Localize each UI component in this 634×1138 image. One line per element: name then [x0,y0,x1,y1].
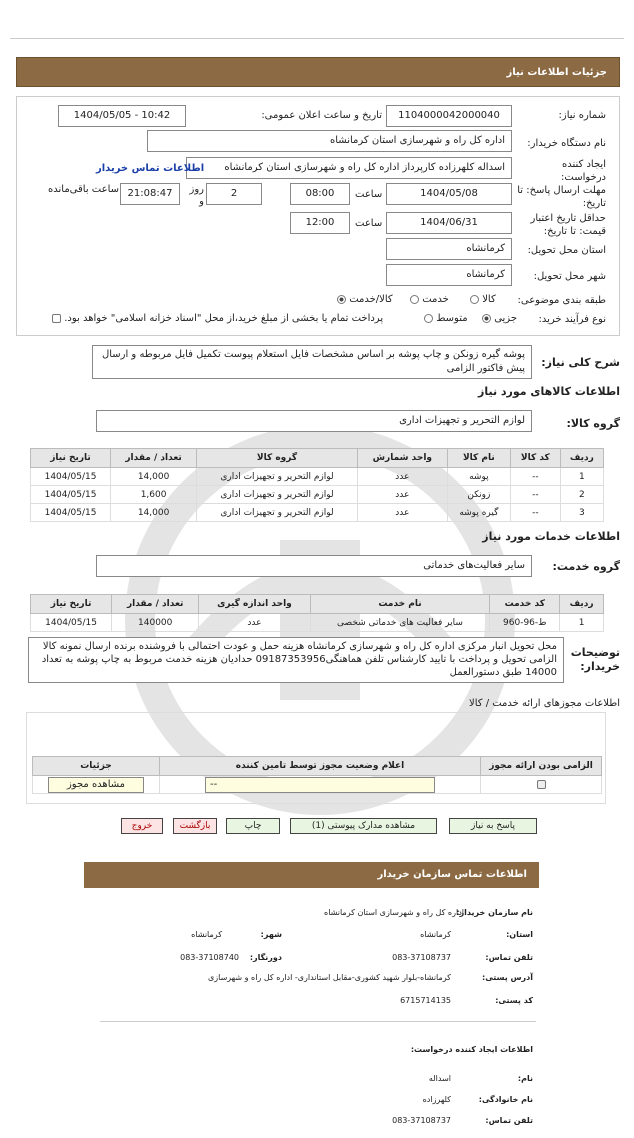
contact-info-link[interactable]: اطلاعات تماس خریدار [96,163,205,174]
page-header: جزئیات اطلاعات نیاز [16,57,620,87]
validity-time-field: 12:00 [290,212,350,234]
permit-status-field[interactable]: -- [205,777,435,793]
table-row [31,504,604,522]
validity-label: حداقل تاریخ اعتبار قیمت: تا تاریخ: [530,213,606,237]
goods-group-field: لوازم التحریر و تجهیزات اداری [96,410,532,432]
back-button[interactable]: بازگشت [173,818,217,834]
treasury-checkbox[interactable] [52,314,61,323]
contact-address-label: آدرس پستی: [482,973,533,982]
contact-city-label: شهر: [260,930,282,939]
permits-col-required: الزامی بودن ارائه مجوز [481,757,602,776]
days-field: 2 [206,183,262,205]
table-cell: گیره پوشه [447,504,510,522]
validity-time-label: ساعت [355,218,383,229]
category-option-service[interactable]: خدمت [410,294,449,305]
creator-phone-label: تلفن تماس: [485,1116,533,1125]
creator-family-value: کلهرزاده [422,1095,451,1104]
contact-fax-label: دورنگار: [249,953,282,962]
exit-button[interactable]: خروج [121,818,163,834]
radio-goods[interactable] [470,295,479,304]
table-cell: 1404/05/15 [31,504,111,522]
table-cell: 1404/05/15 [31,614,112,632]
province-field: کرمانشاه [386,238,512,260]
contact-phone-label: تلفن تماس: [485,953,533,962]
permits-col-details: جزئیات [33,757,160,776]
permits-table [32,756,602,794]
creator-info-title: اطلاعات ایجاد کننده درخواست: [410,1045,533,1054]
process-option-medium[interactable]: متوسط [424,313,468,324]
creator-family-label: نام خانوادگی: [478,1095,533,1104]
contact-phone-value: 083-37108737 [392,953,451,962]
services-table [30,594,604,632]
goods-col-0: ردیف [560,449,603,468]
table-row [31,486,604,504]
category-label: طبقه بندی موضوعی: [517,295,606,306]
top-divider [10,38,624,39]
goods-col-3: واحد شمارش [357,449,447,468]
contact-province-label: استان: [506,930,533,939]
process-option-minor[interactable]: جزیی [482,313,517,324]
goods-col-2: نام کالا [447,449,510,468]
table-cell: زونکن [447,486,510,504]
table-cell: 1404/05/15 [31,486,111,504]
remaining-time-field: 21:08:47 [120,183,180,205]
buyer-label: نام دستگاه خریدار: [527,138,606,149]
creator-name-label: نام: [517,1074,533,1083]
category-option-both[interactable]: کالا/خدمت [337,294,393,305]
table-cell: 3 [560,504,603,522]
table-cell: لوازم التحریر و تجهیزات اداری [197,468,358,486]
goods-col-4: گروه کالا [197,449,358,468]
table-cell: لوازم التحریر و تجهیزات اداری [197,504,358,522]
table-cell: 1,600 [111,486,197,504]
table-cell: عدد [199,614,310,632]
radio-medium[interactable] [424,314,433,323]
view-attachments-button[interactable]: مشاهده مدارک پیوستی (1) [290,818,437,834]
goods-section-title: اطلاعات کالاهای مورد نیاز [478,385,620,398]
city-field: کرمانشاه [386,264,512,286]
permit-required-checkbox [537,780,546,789]
radio-both[interactable] [337,295,346,304]
goods-col-5: تعداد / مقدار [111,449,197,468]
table-cell: عدد [357,468,447,486]
goods-col-6: تاریخ نیاز [31,449,111,468]
need-number-label: شماره نیاز: [558,110,606,121]
services-group-label: گروه خدمت: [552,560,620,573]
summary-field: پوشه گیره زونکن و چاپ پوشه بر اساس مشخصات فایل استعلام پیوست تکمیل فایل مربوطه و ارسال پیش فاکتور الزامی [92,345,532,379]
permits-col-status: اعلام وضعیت مجوز توسط تامین کننده [160,757,481,776]
table-cell: سایر فعالیت های خدماتی شخصی [310,614,490,632]
contact-org-value: اداره کل راه و شهرسازی استان کرمانشاه [324,908,464,917]
table-cell: 1 [560,614,604,632]
table-cell: 14,000 [111,468,197,486]
view-permit-button[interactable]: مشاهده مجوز [48,777,144,793]
table-cell: -- [510,504,560,522]
creator-label: ایجاد کننده درخواست: [561,159,606,183]
table-cell: -- [510,486,560,504]
remaining-time-label: ساعت باقی‌مانده [48,184,120,195]
goods-col-1: کد کالا [510,449,560,468]
category-option-goods[interactable]: کالا [470,294,496,305]
services-col-2: نام خدمت [310,595,490,614]
contact-postal-label: کد پستی: [495,996,533,1005]
announce-field: 1404/05/05 - 10:42 [58,105,186,127]
table-cell: 14,000 [111,504,197,522]
validity-date-field: 1404/06/31 [386,212,512,234]
radio-minor[interactable] [482,314,491,323]
table-cell: لوازم التحریر و تجهیزات اداری [197,486,358,504]
services-col-4: تعداد / مقدار [112,595,199,614]
services-group-field: سایر فعالیت‌های خدماتی [96,555,532,577]
table-cell: -- [510,468,560,486]
services-col-5: تاریخ نیاز [31,595,112,614]
table-cell: 1404/05/15 [31,468,111,486]
summary-label: شرح کلی نیاز: [541,356,620,369]
table-cell: عدد [357,486,447,504]
province-label: استان محل تحویل: [527,245,606,256]
contact-city-value: کرمانشاه [191,930,222,939]
creator-field: اسداله کلهرزاده کارپرداز اداره کل راه و شهرسازی استان کرمانشاه [186,157,512,179]
contact-province-value: کرمانشاه [420,930,451,939]
buyer-notes-label: توضیحات خریدار: [570,646,620,673]
creator-phone-value: 083-37108737 [392,1116,451,1125]
reply-button[interactable]: پاسخ به نیاز [449,818,537,834]
contact-fax-value: 083-37108740 [180,953,239,962]
need-number-field: 1104000042000040 [386,105,512,127]
table-cell: 140000 [112,614,199,632]
payment-note: پرداخت تمام یا بخشی از مبلغ خرید،از محل "اسناد خزانه اسلامی" خواهد بود. [52,313,383,324]
goods-group-label: گروه کالا: [566,417,620,430]
table-row [31,468,604,486]
table-cell: پوشه [447,468,510,486]
days-label: روز و [189,184,204,207]
services-col-0: ردیف [560,595,604,614]
table-cell: ط-96-960 [490,614,560,632]
contact-org-label: نام سازمان خریدار: [456,908,533,917]
services-col-3: واحد اندازه گیری [199,595,310,614]
table-cell: 1 [560,468,603,486]
table-cell: 2 [560,486,603,504]
city-label: شهر محل تحویل: [533,271,606,282]
permits-title: اطلاعات مجوزهای ارائه خدمت / کالا [469,698,620,709]
process-label: نوع فرآیند خرید: [538,314,606,325]
deadline-date-field: 1404/05/08 [386,183,512,205]
announce-label: تاریخ و ساعت اعلان عمومی: [261,110,382,121]
deadline-time-field: 08:00 [290,183,350,205]
contact-section-header: اطلاعات تماس سازمان خریدار [84,862,539,888]
services-section-title: اطلاعات خدمات مورد نیاز [482,530,620,543]
services-col-1: کد خدمت [490,595,560,614]
goods-table [30,448,604,522]
buyer-notes-field: محل تحویل انبار مرکزی اداره کل راه و شهرسازی کرمانشاه هزینه حمل و عودت احتمالی با فروشنده برنده ارسال نمونه کالا الزامی تحویل و پرداخت با تایید کارشناس تلفن هماهنگی09187353956 حدادیان هزینه خدمت مربوط به چاپ پوشه به تعداد 14000 طبق دستورالعمل [28,637,564,683]
deadline-label: مهلت ارسال پاسخ: تا تاریخ: [517,185,606,209]
contact-divider [100,1021,536,1022]
buyer-field: اداره کل راه و شهرسازی استان کرمانشاه [147,130,512,152]
radio-service[interactable] [410,295,419,304]
table-row [31,614,604,632]
contact-address-value: کرمانشاه-بلوار شهید کشوری-مقابل استانداری- اداره کل راه و شهرسازی [208,973,451,982]
print-button[interactable]: چاپ [226,818,280,834]
table-cell: عدد [357,504,447,522]
deadline-time-label: ساعت [355,189,383,200]
contact-postal-value: 6715714135 [400,996,451,1005]
creator-name-value: اسداله [428,1074,451,1083]
